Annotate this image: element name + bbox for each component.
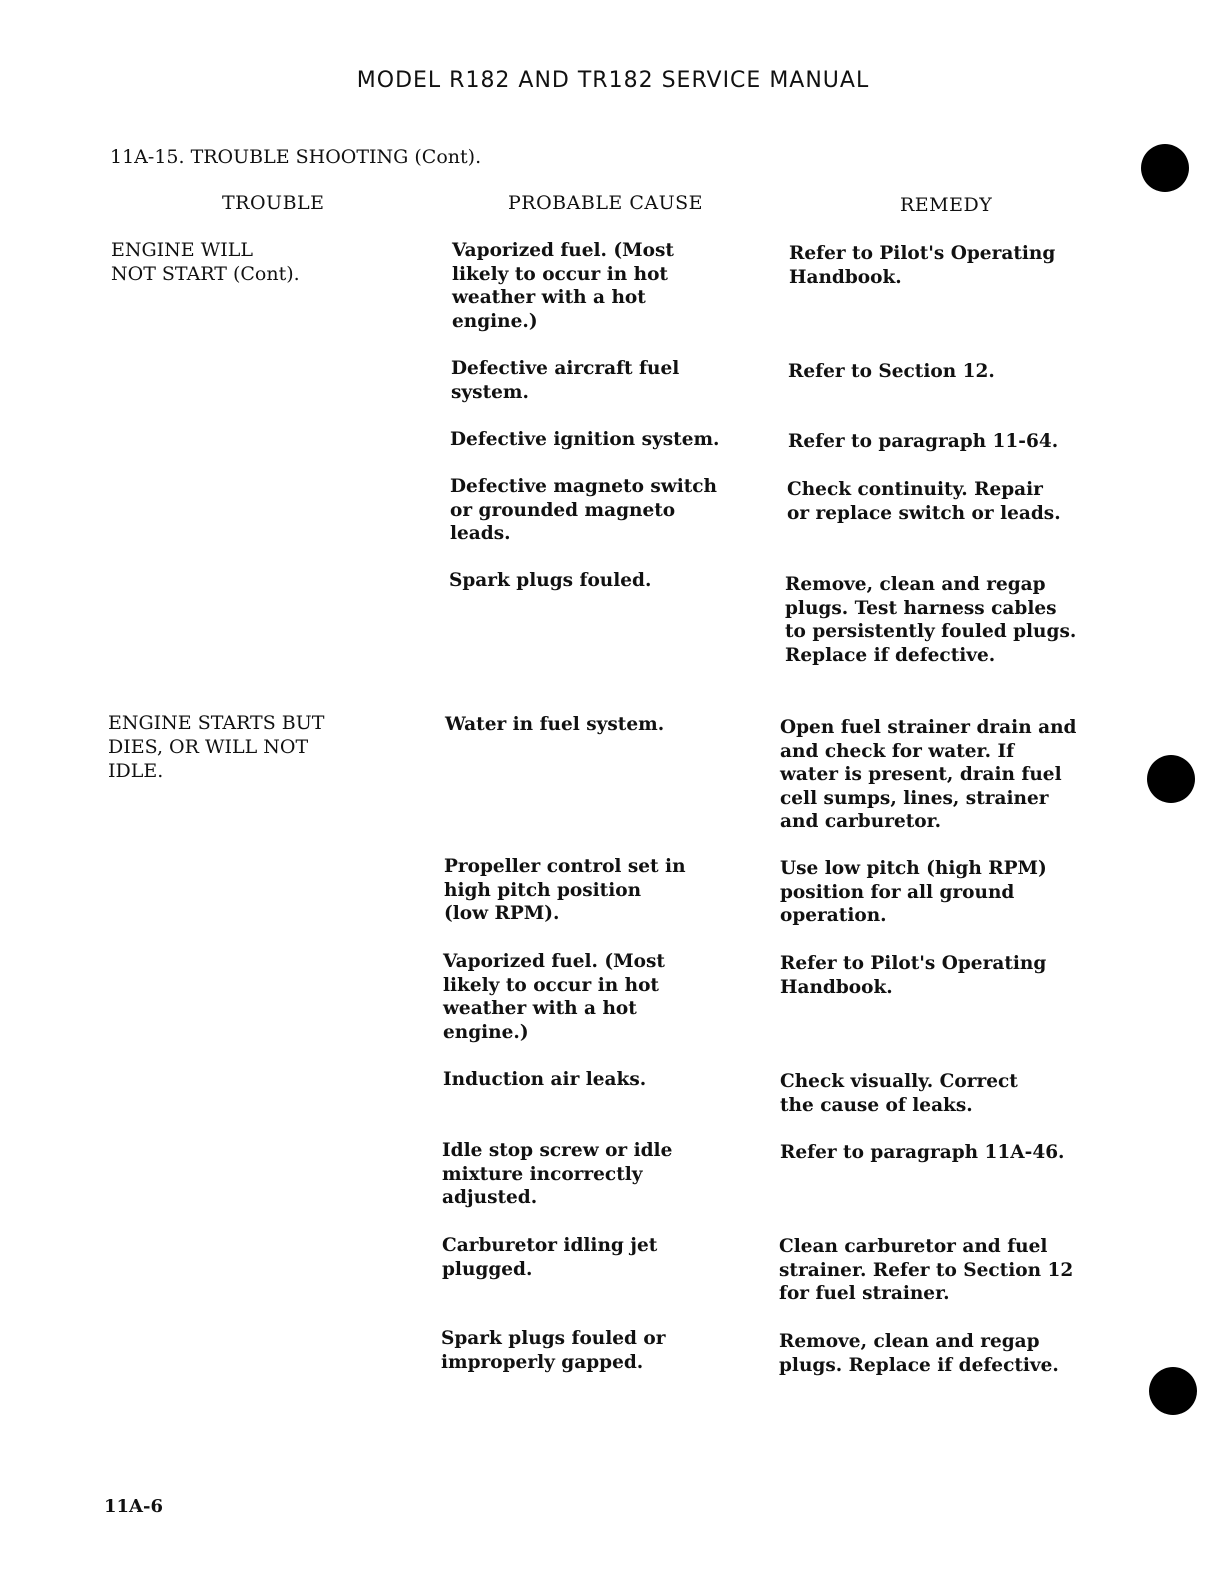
page-title: MODEL R182 AND TR182 SERVICE MANUAL [356, 68, 870, 93]
remedy-cell: Open fuel strainer drain and and check for water. If water is present, drain fuel cell sumps, lines, strainer and carburetor. [780, 717, 1077, 832]
header-trouble: TROUBLE [222, 192, 325, 214]
cause-cell: Carburetor idling jet plugged. [442, 1235, 658, 1280]
punch-hole [1149, 1367, 1197, 1415]
remedy-cell: Remove, clean and regap plugs. Replace if defective. [779, 1331, 1059, 1376]
trouble-engine-starts-but-dies: ENGINE STARTS BUT DIES, OR WILL NOT IDLE. [108, 712, 325, 782]
remedy-cell: Refer to Pilot's Operating Handbook. [780, 953, 1047, 998]
remedy-cell: Refer to paragraph 11A-46. [780, 1142, 1065, 1163]
cause-cell: Idle stop screw or idle mixture incorrectly adjusted. [442, 1140, 673, 1208]
punch-hole [1141, 144, 1189, 192]
header-remedy: REMEDY [900, 194, 993, 216]
cause-cell: Spark plugs fouled. [449, 570, 652, 591]
page-number: 11A-6 [104, 1496, 164, 1517]
trouble-engine-will-not-start: ENGINE WILL NOT START (Cont). [111, 239, 300, 285]
remedy-cell: Check continuity. Repair or replace switch or leads. [787, 479, 1061, 524]
cause-cell: Vaporized fuel. (Most likely to occur in hot weather with a hot engine.) [452, 240, 674, 332]
cause-cell: Defective ignition system. [450, 429, 720, 450]
section-heading: 11A-15. TROUBLE SHOOTING (Cont). [110, 146, 482, 168]
punch-hole [1147, 755, 1195, 803]
cause-cell: Propeller control set in high pitch position (low RPM). [444, 856, 686, 924]
remedy-cell: Remove, clean and regap plugs. Test harness cables to persistently fouled plugs. Replace if defective. [785, 574, 1077, 666]
cause-cell: Induction air leaks. [443, 1069, 647, 1090]
remedy-cell: Refer to Section 12. [788, 361, 995, 382]
cause-cell: Water in fuel system. [445, 714, 665, 735]
cause-cell: Defective aircraft fuel system. [451, 358, 680, 403]
header-probable-cause: PROBABLE CAUSE [508, 192, 703, 214]
remedy-cell: Refer to paragraph 11-64. [788, 431, 1059, 452]
remedy-cell: Clean carburetor and fuel strainer. Refer to Section 12 for fuel strainer. [779, 1236, 1074, 1304]
cause-cell: Spark plugs fouled or improperly gapped. [441, 1328, 666, 1373]
remedy-cell: Check visually. Correct the cause of leaks. [780, 1071, 1018, 1116]
remedy-cell: Refer to Pilot's Operating Handbook. [789, 243, 1056, 288]
cause-cell: Defective magneto switch or grounded magneto leads. [450, 476, 718, 544]
cause-cell: Vaporized fuel. (Most likely to occur in hot weather with a hot engine.) [443, 951, 665, 1043]
remedy-cell: Use low pitch (high RPM) position for all ground operation. [780, 858, 1047, 926]
